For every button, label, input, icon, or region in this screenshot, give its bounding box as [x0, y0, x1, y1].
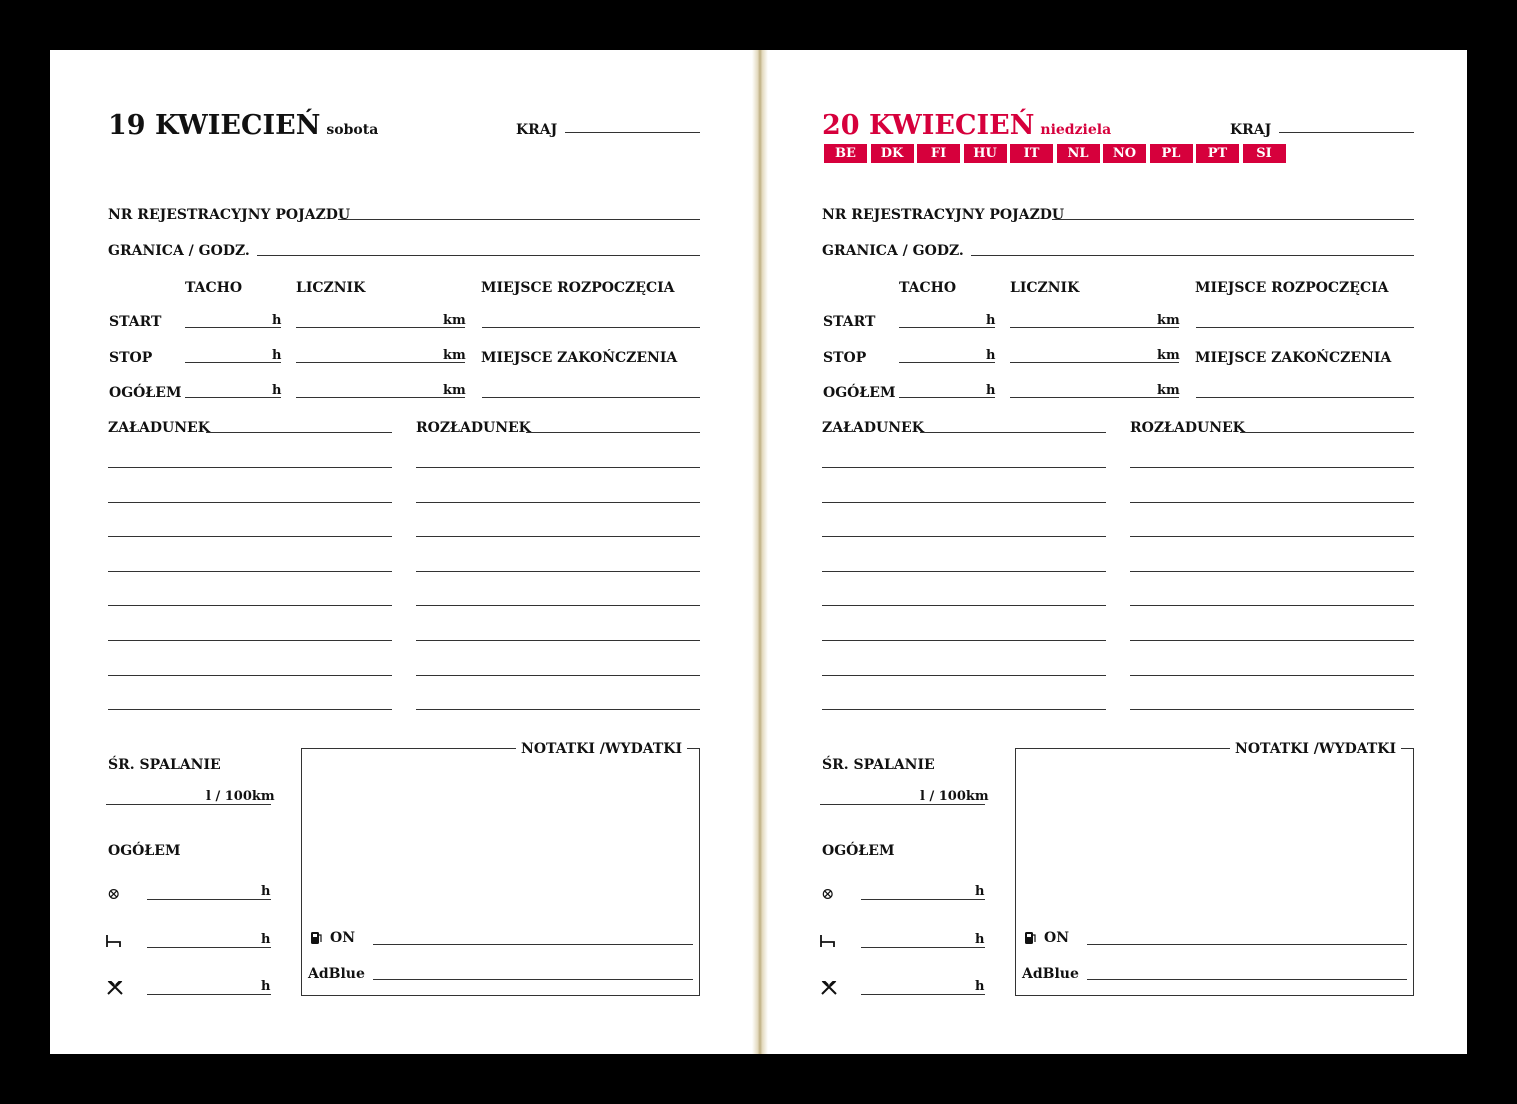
consumption-line[interactable]: [106, 804, 271, 805]
adblue-label: AdBlue: [308, 966, 365, 982]
country-tag[interactable]: IT: [1010, 144, 1053, 163]
unloading-row-line[interactable]: [416, 675, 700, 676]
loading-row-line[interactable]: [822, 536, 1106, 537]
adblue-label: AdBlue: [1022, 966, 1079, 982]
unit-h: h: [261, 884, 271, 899]
counter-header: LICZNIK: [296, 280, 366, 296]
unloading-label: ROZŁADUNEK: [1130, 420, 1245, 436]
total-km-line[interactable]: [1010, 397, 1179, 398]
border-line[interactable]: [971, 255, 1414, 256]
tacho-header: TACHO: [899, 280, 957, 296]
consumption-label: ŚR. SPALANIE: [108, 757, 221, 773]
loading-row-line[interactable]: [108, 536, 392, 537]
end-place-label: MIEJSCE ZAKOŃCZENIA: [481, 350, 678, 366]
unit-km: km: [443, 348, 466, 363]
total-tacho-line[interactable]: [185, 397, 281, 398]
page-left: [50, 50, 750, 1054]
work-time-line[interactable]: [861, 994, 985, 995]
start-label: START: [823, 314, 876, 330]
border-line[interactable]: [257, 255, 700, 256]
loading-row-line[interactable]: [822, 675, 1106, 676]
loading-row-line[interactable]: [822, 605, 1106, 606]
loading-row-line[interactable]: [108, 640, 392, 641]
loading-row-line[interactable]: [108, 571, 392, 572]
notes-label: NOTATKI /WYDATKI: [516, 741, 687, 757]
loading-row-line[interactable]: [822, 467, 1106, 468]
date-day: 19 KWIECIEŃ: [108, 110, 321, 141]
notes-box[interactable]: [1015, 741, 1414, 996]
country-line[interactable]: [565, 132, 700, 133]
unloading-row-line[interactable]: [1130, 571, 1414, 572]
crossed-hammers-icon: [820, 981, 838, 998]
unit-h: h: [272, 383, 282, 398]
country-line[interactable]: [1279, 132, 1414, 133]
loading-label: ZAŁADUNEK: [108, 420, 210, 436]
bed-icon: [106, 934, 122, 951]
unloading-row-line[interactable]: [1130, 605, 1414, 606]
loading-row-line[interactable]: [822, 640, 1106, 641]
totals-label: OGÓŁEM: [108, 843, 181, 859]
stop-label: STOP: [109, 350, 153, 366]
start-place-label: MIEJSCE ROZPOCZĘCIA: [1195, 280, 1389, 296]
unloading-row-line[interactable]: [416, 605, 700, 606]
adblue-line[interactable]: [373, 979, 693, 980]
rest-time-line[interactable]: [147, 947, 271, 948]
unloading-row-line[interactable]: [416, 571, 700, 572]
unit-km: km: [1157, 313, 1180, 328]
driving-time-line[interactable]: [861, 899, 985, 900]
unloading-row-line[interactable]: [1130, 640, 1414, 641]
country-tag[interactable]: HU: [964, 144, 1007, 163]
unloading-row-line[interactable]: [1130, 675, 1414, 676]
unit-h: h: [986, 383, 996, 398]
start-label: START: [109, 314, 162, 330]
work-time-line[interactable]: [147, 994, 271, 995]
country-tag[interactable]: PT: [1196, 144, 1239, 163]
country-tag[interactable]: SI: [1243, 144, 1286, 163]
end-place-line[interactable]: [1196, 397, 1414, 398]
page-right: [764, 50, 1464, 1054]
border-label: GRANICA / GODZ.: [822, 243, 964, 259]
unit-h: h: [975, 884, 985, 899]
border-label: GRANICA / GODZ.: [108, 243, 250, 259]
loading-row-line[interactable]: [822, 571, 1106, 572]
loading-line[interactable]: [920, 432, 1106, 433]
country-tag[interactable]: FI: [917, 144, 960, 163]
fuel-pump-icon: [1024, 931, 1036, 948]
loading-line[interactable]: [206, 432, 392, 433]
stop-tacho-line[interactable]: [899, 362, 995, 363]
unit-h: h: [975, 932, 985, 947]
country-tag[interactable]: NO: [1103, 144, 1146, 163]
loading-row-line[interactable]: [822, 709, 1106, 710]
date-day: 20 KWIECIEŃ: [822, 110, 1035, 141]
total-km-line[interactable]: [296, 397, 465, 398]
registration-line[interactable]: [338, 219, 700, 220]
loading-row-line[interactable]: [108, 675, 392, 676]
totals-label: OGÓŁEM: [822, 843, 895, 859]
registration-label: NR REJESTRACYJNY POJAZDU: [108, 207, 351, 223]
counter-header: LICZNIK: [1010, 280, 1080, 296]
rest-time-line[interactable]: [861, 947, 985, 948]
tacho-header: TACHO: [185, 280, 243, 296]
unit-h: h: [272, 313, 282, 328]
unit-h: h: [986, 348, 996, 363]
unloading-row-line[interactable]: [416, 640, 700, 641]
weekday: niedziela: [1040, 122, 1112, 138]
unloading-row-line[interactable]: [416, 502, 700, 503]
country-label: KRAJ: [516, 122, 558, 138]
diesel-label: ON: [330, 930, 355, 946]
unit-km: km: [443, 383, 466, 398]
total-label: OGÓŁEM: [823, 385, 896, 401]
country-tag[interactable]: NL: [1057, 144, 1100, 163]
stop-label: STOP: [823, 350, 867, 366]
diesel-label: ON: [1044, 930, 1069, 946]
bed-icon: [820, 934, 836, 951]
steering-wheel-icon: ⊗: [821, 884, 835, 903]
diesel-line[interactable]: [373, 944, 693, 945]
unloading-row-line[interactable]: [416, 709, 700, 710]
start-km-line[interactable]: [296, 327, 465, 328]
start-tacho-line[interactable]: [185, 327, 281, 328]
driving-time-line[interactable]: [147, 899, 271, 900]
total-tacho-line[interactable]: [899, 397, 995, 398]
unit-h: h: [272, 348, 282, 363]
start-km-line[interactable]: [1010, 327, 1179, 328]
end-place-label: MIEJSCE ZAKOŃCZENIA: [1195, 350, 1392, 366]
unit-km: km: [1157, 348, 1180, 363]
start-place-line[interactable]: [1196, 327, 1414, 328]
fuel-pump-icon: [310, 931, 322, 948]
unloading-row-line[interactable]: [1130, 536, 1414, 537]
unloading-row-line[interactable]: [1130, 502, 1414, 503]
stop-tacho-line[interactable]: [185, 362, 281, 363]
loading-row-line[interactable]: [108, 709, 392, 710]
notes-label: NOTATKI /WYDATKI: [1230, 741, 1401, 757]
unit-h: h: [975, 979, 985, 994]
unloading-row-line[interactable]: [1130, 467, 1414, 468]
loading-row-line[interactable]: [822, 502, 1106, 503]
unloading-row-line[interactable]: [416, 536, 700, 537]
loading-row-line[interactable]: [108, 605, 392, 606]
unit-h: h: [261, 979, 271, 994]
date-heading: [822, 110, 1111, 146]
consumption-label: ŚR. SPALANIE: [822, 757, 935, 773]
country-label: KRAJ: [1230, 122, 1272, 138]
stop-km-line[interactable]: [1010, 362, 1179, 363]
registration-line[interactable]: [1052, 219, 1414, 220]
diesel-line[interactable]: [1087, 944, 1407, 945]
unit-h: h: [261, 932, 271, 947]
unloading-row-line[interactable]: [416, 467, 700, 468]
loading-row-line[interactable]: [108, 467, 392, 468]
unloading-line[interactable]: [526, 432, 700, 433]
unloading-row-line[interactable]: [1130, 709, 1414, 710]
country-tag[interactable]: BE: [824, 144, 867, 163]
loading-row-line[interactable]: [108, 502, 392, 503]
unloading-line[interactable]: [1240, 432, 1414, 433]
total-label: OGÓŁEM: [109, 385, 182, 401]
country-tag[interactable]: PL: [1150, 144, 1193, 163]
weekday: sobota: [326, 122, 379, 138]
crossed-hammers-icon: [106, 981, 124, 998]
country-tag[interactable]: DK: [871, 144, 914, 163]
consumption-unit: l / 100km: [206, 789, 275, 804]
date-heading: [108, 110, 378, 146]
planner-spread: [50, 50, 1467, 1054]
start-place-label: MIEJSCE ROZPOCZĘCIA: [481, 280, 675, 296]
consumption-line[interactable]: [820, 804, 985, 805]
consumption-unit: l / 100km: [920, 789, 989, 804]
start-tacho-line[interactable]: [899, 327, 995, 328]
unit-km: km: [1157, 383, 1180, 398]
unit-km: km: [443, 313, 466, 328]
stop-km-line[interactable]: [296, 362, 465, 363]
steering-wheel-icon: ⊗: [107, 884, 121, 903]
end-place-line[interactable]: [482, 397, 700, 398]
start-place-line[interactable]: [482, 327, 700, 328]
notes-box[interactable]: [301, 741, 700, 996]
adblue-line[interactable]: [1087, 979, 1407, 980]
unloading-label: ROZŁADUNEK: [416, 420, 531, 436]
unit-h: h: [986, 313, 996, 328]
registration-label: NR REJESTRACYJNY POJAZDU: [822, 207, 1065, 223]
loading-label: ZAŁADUNEK: [822, 420, 924, 436]
